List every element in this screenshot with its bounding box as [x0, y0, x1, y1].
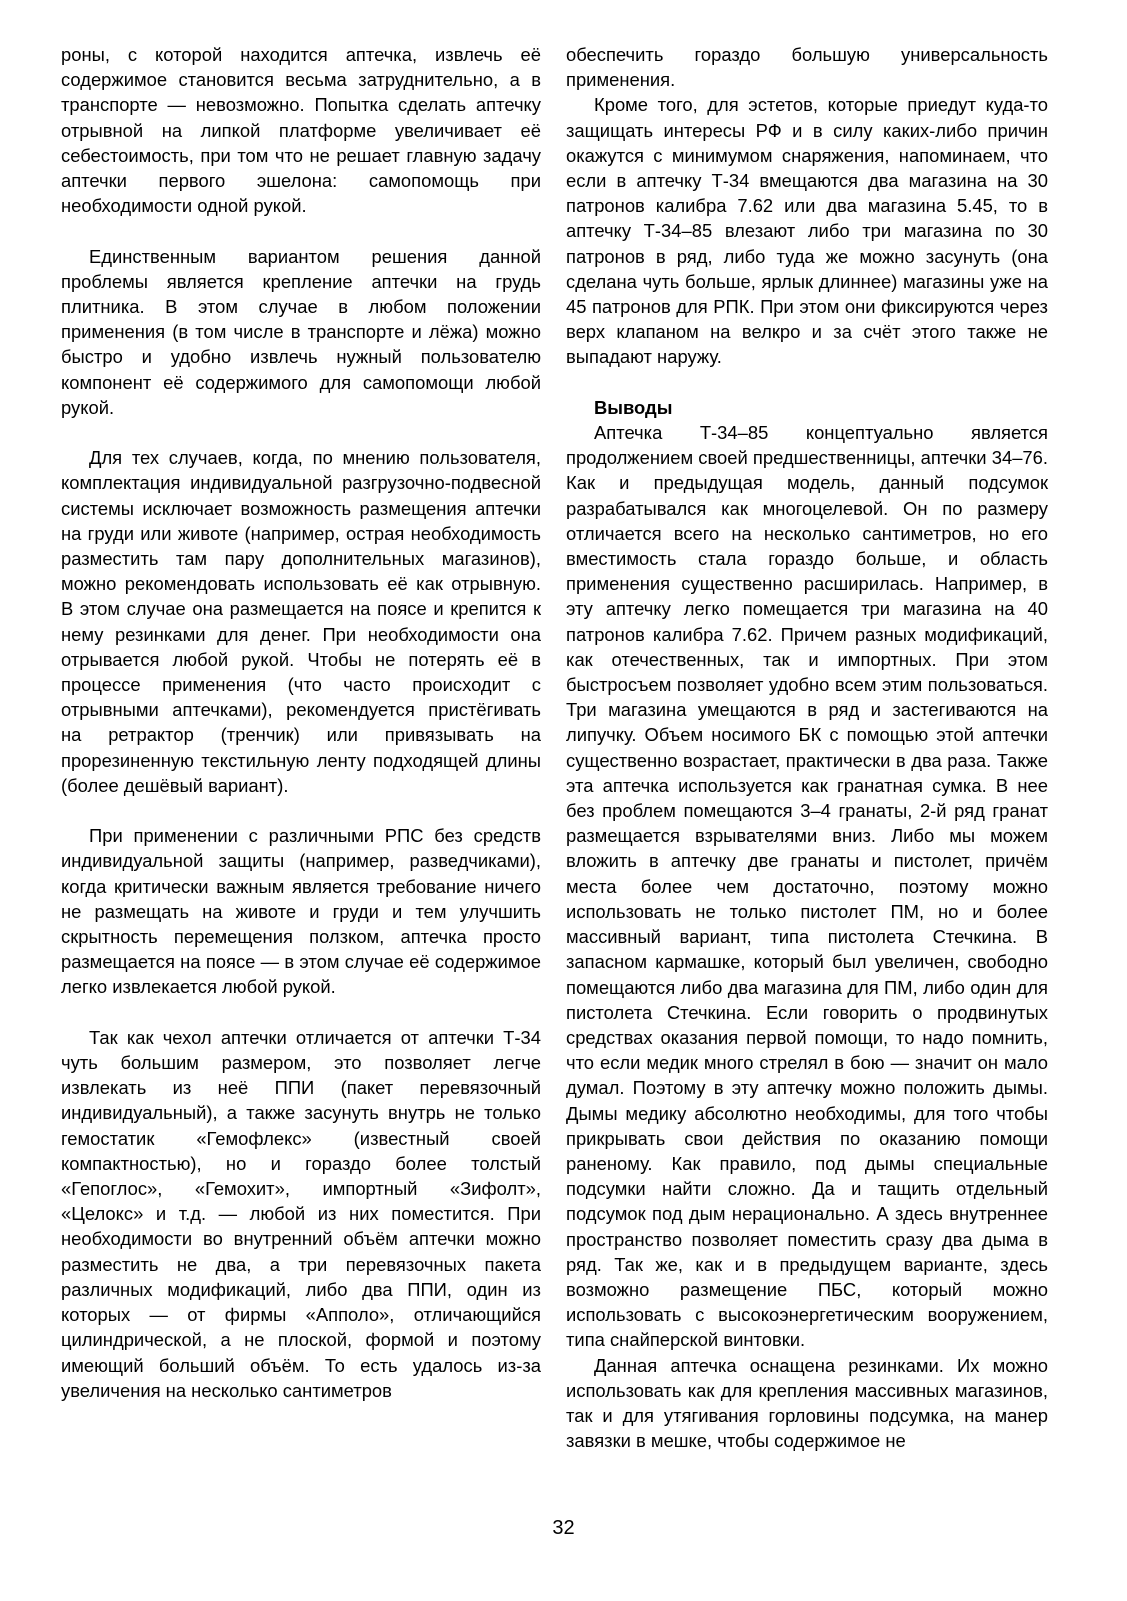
- paragraph: Аптечка Т-34–85 концептуально является продолжением своей предшественницы, аптечки 34–76. Как и предыдущая модель, данный подсумок разрабатывался как многоцелевой. Он по размеру отличается всего на несколько сантиметров, но его вместимость стала гораздо больше, и область применения существенно расширилась. Например, в эту аптечку легко помещается три магазина на 40 патронов калибра 7.62. Причем разных модификаций, как отечественных, так и импортных. При этом быстросъем позволяет удобно всем этим пользоваться. Три магазина умещаются в ряд и застегиваются на липучку. Объем носимого БК с помощью этой аптечки существенно возрастает, практически в два раза. Также эта аптечка используется как гранатная сумка. В нее без проблем помещаются 3–4 гранаты, 2-й ряд гранат размещается взрывателями вниз. Либо мы можем вложить в аптечку две гранаты и пистолет, причём места более чем достаточно, поэтому можно использовать не только пистолет ПМ, но и более массивный вариант, типа пистолета Стечкина. В запасном кармашке, который был увеличен, свободно помещаются либо два магазина для ПМ, либо один для пистолета Стечкина. Если говорить о продвинутых средствах оказания первой помощи, то надо помнить, что если медик много стрелял в бою — значит он мало думал. Поэтому в эту аптечку можно положить дымы. Дымы медику абсолютно необходимы, для того чтобы прикрывать свои действия по оказанию помощи раненому. Как правило, под дымы специальные подсумки найти сложно. Да и тащить отдельный подсумок под дым нерационально. А здесь внутреннее пространство позволяет поместить сразу два дыма в ряд. Так же, как и в предыдущем варианте, здесь возможно размещение ПБС, который можно использовать с высокоэнергетическим вооружением, типа снайперской винтовки.: [566, 422, 1048, 1351]
- paragraph: Единственным вариантом решения данной проблемы является крепление аптечки на грудь плитника. В этом случае в любом положении применения (в том числе в транспорте и лёжа) можно быстро и удобно извлечь нужный пользователю компонент её содержимого для самопомощи любой рукой.: [61, 245, 541, 418]
- left-column: [61, 42, 541, 1403]
- right-column: [566, 42, 1048, 1453]
- paragraph: Кроме того, для эстетов, которые приедут куда-то защищать интересы РФ и в силу каких-либо причин окажутся с минимумом снаряжения, напоминаем, что если в аптечку Т-34 вмещаются два магазина на 30 патронов калибра 7.62 или два магазина 5.45, то в аптечку Т-34–85 влезают либо три магазина по 30 патронов в ряд, либо туда же можно засунуть (она сделана чуть больше, ярлык длиннее) магазины уже на 45 патронов для РПК. При этом они фиксируются через верх клапаном на велкро и за счёт этого также не выпадают наружу.: [566, 94, 1048, 368]
- paragraph: Данная аптечка оснащена резинками. Их можно использовать как для крепления массивных магазинов, так и для утягивания горловины подсумка, на манер завязки в мешке, чтобы содержимое не: [566, 1354, 1048, 1452]
- paragraph: Для тех случаев, когда, по мнению пользователя, комплектация индивидуальной разгрузочно-подвесной системы исключает возможность размещения аптечки на груди или животе (например, острая необходимость разместить там пару дополнительных магазинов), можно рекомендовать использовать её как отрывную. В этом случае она размещается на поясе и крепится к нему резинками для денег. При необходимости она отрывается любой рукой. Чтобы не потерять её в процессе применения (что часто происходит с отрывными аптечками), рекомендуется пристёгивать на ретрактор (тренчик) или привязывать на прорезиненную текстильную ленту подходящей длины (более дешёвый вариант).: [61, 447, 541, 796]
- section-heading: Выводы: [594, 396, 673, 418]
- page-number: 32: [552, 1517, 575, 1539]
- paragraph: роны, с которой находится аптечка, извлечь её содержимое становится весьма затруднительно, а в транспорте — невозможно. Попытка сделать аптечку отрывной на липкой платформе увеличивает её себестоимость, при том что не решает главную задачу аптечки первого эшелона: самопомощь при необходимости одной рукой.: [61, 44, 541, 217]
- paragraph: обеспечить гораздо большую универсальность применения.: [566, 44, 1048, 91]
- paragraph: Так как чехол аптечки отличается от аптечки Т-34 чуть большим размером, это позволяет легче извлекать из неё ППИ (пакет перевязочный индивидуальный), а также засунуть внутрь не только гемостатик «Гемофлекс» (известный своей компактностью), но и гораздо более толстый «Гепоглос», «Гемохит», импортный «Зифолт», «Целокс» и т.д. — любой из них поместится. При необходимости во внутренний объём аптечки можно разместить не два, а три перевязочных пакета различных модификаций, либо два ППИ, один из которых — от фирмы «Апполо», отличающийся цилиндрической, а не плоской, формой и поэтому имеющий больший объём. То есть удалось из-за увеличения на несколько сантиметров: [61, 1026, 541, 1401]
- paragraph: При применении с различными РПС без средств индивидуальной защиты (например, разведчиками), когда критически важным является требование ничего не размещать на животе и груди и тем улучшить скрытность перемещения ползком, аптечка просто размещается на поясе — в этом случае её содержимое легко извлекается любой рукой.: [61, 825, 541, 998]
